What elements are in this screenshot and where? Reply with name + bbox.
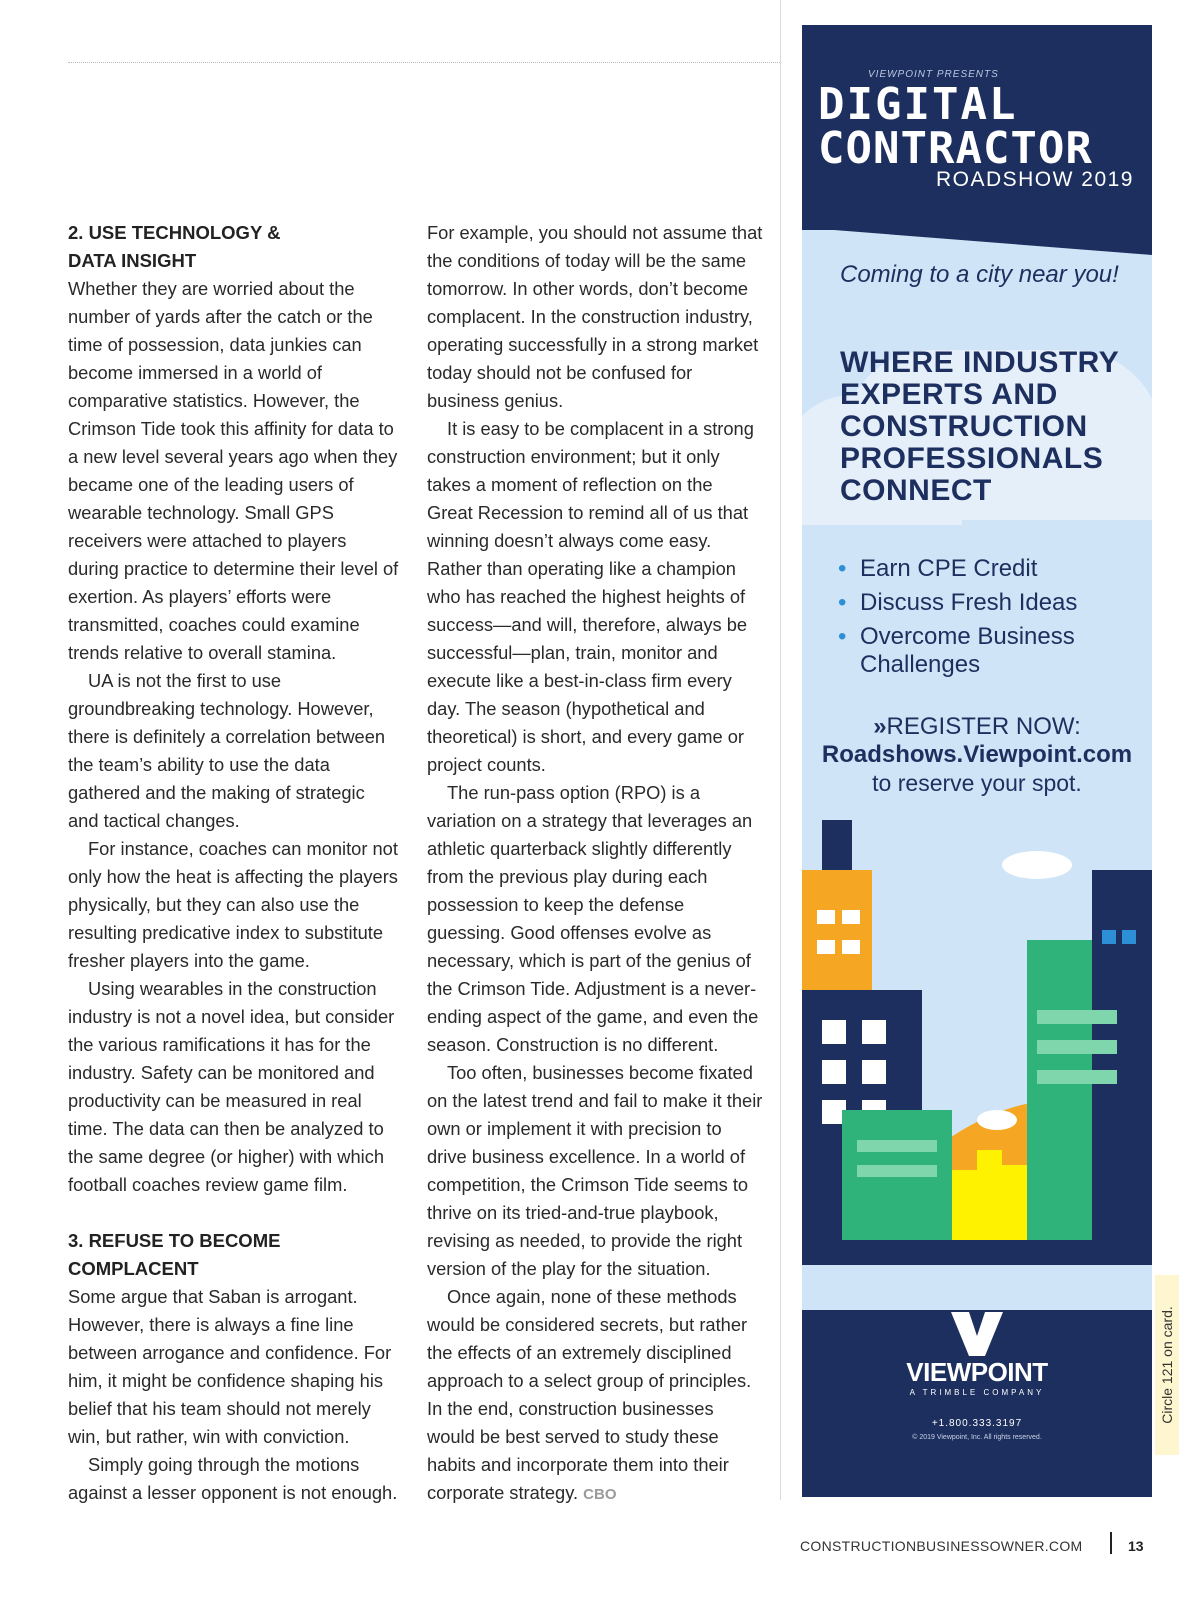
bullet-icon: • xyxy=(838,589,847,616)
double-chevron-icon: » xyxy=(873,713,887,740)
bullet-icon: • xyxy=(838,623,847,650)
footer-divider xyxy=(1110,1532,1112,1554)
bullet-icon: • xyxy=(838,555,847,582)
paragraph: It is easy to be complacent in a strong construction environment; but it only takes a moment of reflection on the Great Recession to remind all of us that winning doesn’t always come easy. Rather than operating like a champion who has reached the highest heights of success—and will, therefore, always be successful—plan, train, monitor and execute like a best-in-class firm every day. The season (hypothetical and theoretical) is short, and every game or project counts. xyxy=(427,418,754,775)
viewpoint-logo-icon xyxy=(947,1310,1007,1358)
footer-website: CONSTRUCTIONBUSINESSOWNER.COM xyxy=(800,1538,1083,1554)
paragraph: Too often, businesses become fixated on the latest trend and fail to make it their own or implement it with precision to drive business excellence. In a world of competition, the Crimson Tide seems to thrive on its tried-and-true playbook, revising as needed, to provide the right version of the play for the situation. xyxy=(427,1062,763,1279)
ad-benefit-item: • Discuss Fresh Ideas xyxy=(838,589,1078,616)
paragraph: Whether they are worried about the number of yards after the catch or the time of possession, data junkies can become immersed in a world of comparative statistics. However, the Crimson Tide took this affinity for data to a new level several years ago when they became one of the leading users of wearable technology. Small GPS receivers were attached to players during practice to determine their level of exertion. As players’ efforts were transmitted, coaches could examine trends relative to overall stamina. xyxy=(68,278,399,663)
city-skyline-illustration xyxy=(802,810,1152,1265)
paragraph: The run-pass option (RPO) is a variation on a strategy that leverages an athletic quarterback slightly differently from the previous play during each possession to keep the defense guessing. Good offenses evolve as necessary, which is part of the genius of the Crimson Tide. Adjustment is a never-ending aspect of the game, and even the season. Construction is no different. xyxy=(427,782,759,1055)
circle-card-label: Circle 121 on card. xyxy=(1159,1306,1175,1424)
paragraph: UA is not the first to use groundbreaking technology. However, there is definitely a correlation between the team’s ability to use the data gathered and the making of strategic and tactical changes. xyxy=(68,670,386,831)
ad-title-contractor: CONTRACTOR xyxy=(818,123,1093,174)
ad-brand: VIEWPOINT xyxy=(906,1357,1048,1387)
ad-register: »REGISTER NOW: xyxy=(873,713,1081,740)
paragraph: For instance, coaches can monitor not only how the heat is affecting the players physically, but they can also use the resulting predicative index to substitute fresher players into the game. xyxy=(68,838,398,971)
ad-register-url[interactable]: Roadshows.Viewpoint.com xyxy=(821,741,1133,768)
article-column-1 xyxy=(68,219,400,1507)
ad-reserve-text: to reserve your spot. xyxy=(872,770,1082,796)
advertisement[interactable] xyxy=(802,25,1152,1497)
section-heading: 3. REFUSE TO BECOME COMPLACENT xyxy=(68,1230,281,1279)
end-mark: CBO xyxy=(583,1486,617,1503)
ad-tagline: Coming to a city near you! xyxy=(840,261,1119,288)
page-number: 13 xyxy=(1128,1538,1144,1554)
section-heading: 2. USE TECHNOLOGY & DATA INSIGHT xyxy=(68,222,281,271)
ad-benefit-item: • Earn CPE Credit xyxy=(838,555,1038,582)
column-divider xyxy=(780,0,781,1500)
article-column-2 xyxy=(427,219,763,1509)
ad-copyright: © 2019 Viewpoint, Inc. All rights reserved. xyxy=(912,1434,1042,1441)
ad-brand-sub: A TRIMBLE COMPANY xyxy=(909,1388,1045,1397)
ad-benefit-item: • Overcome Business Challenges xyxy=(838,623,1075,678)
ad-roadshow: ROADSHOW 2019 xyxy=(935,168,1134,191)
ad-phone: +1.800.333.3197 xyxy=(931,1418,1023,1429)
ad-presents: VIEWPOINT PRESENTS xyxy=(868,69,999,80)
paragraph: Simply going through the motions against a lesser opponent is not enough. xyxy=(68,1454,398,1503)
ad-benefit-list xyxy=(838,555,1100,685)
ad-headline: WHERE INDUSTRY EXPERTS AND CONSTRUCTION PROFESSIONALS CONNECT xyxy=(840,346,1119,507)
top-rule xyxy=(68,62,780,63)
paragraph: Once again, none of these methods would be considered secrets, but rather the effects of an extremely disciplined approach to a select group of principles. In the end, construction businesses would be best served to study these habits and incorporate them into their corporate strategy. CBO xyxy=(427,1286,752,1503)
paragraph: Using wearables in the construction industry is not a novel idea, but consider the various ramifications it has for the industry. Safety can be monitored and productivity can be measured in real time. The data can then be analyzed to the same degree (or higher) with which football coaches review game film. xyxy=(68,978,395,1195)
ad-title-digital: DIGITAL xyxy=(818,79,1018,130)
paragraph: For example, you should not assume that the conditions of today will be the same tomorrow. In other words, don’t become complacent. In the construction industry, operating successfully in a strong market today should not be confused for business genius. xyxy=(427,222,763,411)
paragraph: Some argue that Saban is arrogant. However, there is always a fine line between arrogance and confidence. For him, it might be confidence shaping his belief that his team should not merely win, but rather, win with conviction. xyxy=(68,1286,392,1447)
